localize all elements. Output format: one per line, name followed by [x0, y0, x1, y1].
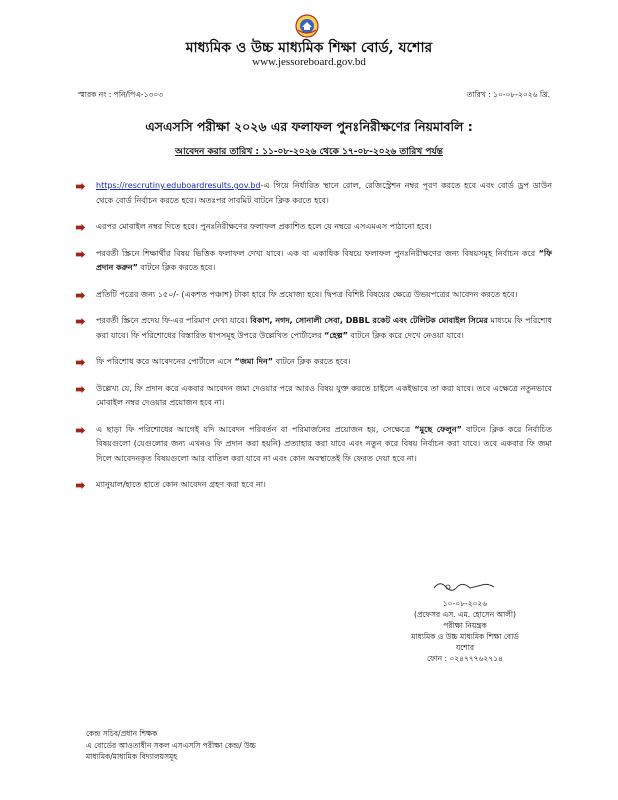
pointing-hand-icon: [75, 480, 86, 491]
recipient-line-2: এ বোর্ডের আওতাধীন সকল এসএসসি পরীক্ষা কেন্দ্র/ উচ্চ: [86, 740, 256, 750]
recipient-line-1: কেন্দ্র সচিব/প্রধান শিক্ষক: [86, 729, 158, 738]
rule-6-text: ফি পরিশোধ করে আবেদনের পোর্টালে এসে: [96, 357, 232, 366]
rule-7-text: উল্লেখ্য যে, ফি প্রদান করে একবার আবেদন জমা দেওয়ার পরে আরও বিষয় যুক্ত করতে চাইলে একইভাবে তা করা যাবে। তবে এক্ষেত্রে নতুনভাবে মোবাইল নম্বর দেওয়ার প্রয়োজন হবে না।: [96, 383, 552, 407]
signatory-phone: ফোন : ০২৪৭৭৭৬২৭১৪: [426, 654, 504, 663]
pointing-hand-icon: [75, 384, 86, 395]
payment-methods: বিকাশ, নগদ, সোনালী সেবা, DBBL রকেট এবং টেলিটক মোবাইল সিমের: [250, 316, 488, 325]
rule-item-5: [74, 314, 552, 343]
board-website[interactable]: www.jessoreboard.gov.bd: [252, 56, 366, 68]
rule-1-text: -এ গিয়ে নির্ধারিত স্থানে রোল, রেজিস্ট্রেশন নম্বর পূরণ করতে হবে এবং বোর্ড ড্রপ ডাউন থেকে বোর্ড নির্বাচন করতে হবে। অতঃপর সাবমিট বাটনে ক্লিক করতে হবে।: [96, 181, 552, 205]
rescrutiny-link[interactable]: https://rescrutiny.eduboardresults.gov.bd: [96, 181, 261, 190]
rule-3-text: পরবর্তী স্ক্রিনে শিক্ষার্থীর বিষয় ভিত্তিক ফলাফল দেখা যাবে। এক বা একাধিক বিষয়ে ফলাফল পুনঃনিরীক্ষণের জন্য বিষয়সমূহ নির্বাচন করে: [96, 248, 536, 258]
rule-item-8: [74, 423, 552, 467]
handwritten-signature: [430, 576, 500, 596]
delete-button-label: “মুছে ফেলুন”: [414, 424, 462, 434]
rule-item-3: [74, 247, 552, 276]
rule-item-4: [74, 288, 552, 303]
rule-3-text-end: বাটনে ক্লিক করতে হবে।: [140, 263, 216, 272]
rule-item-7: [74, 382, 552, 411]
application-dates-text: আবেদন করার তারিখ : ১১-০৮-২০২৬ থেকে ১৭-০৮-২০২৬ তারিখ পর্যন্ত: [175, 147, 443, 157]
signature-date: ১০-০৮-২০২৬: [442, 599, 488, 608]
pointing-hand-icon: [75, 222, 86, 233]
rule-9-text: ম্যানুয়াল/হাতে হাতে কোন আবেদন গ্রহণ করা হবে না।: [96, 480, 266, 489]
pay-fee-button-label: “ফি প্রদান করুন”: [96, 248, 553, 272]
application-dates: [0, 144, 618, 159]
rule-5-text-end: বাটনে ক্লিক করে দেখে নেওয়া যাবে।: [350, 330, 464, 340]
signatory-office: মাধ্যমিক ও উচ্চ মাধ্যমিক শিক্ষা বোর্ড: [411, 632, 519, 641]
recipient-line-3: মাধ্যমিক/মাধ্যমিক বিদ্যালয়সমূহ: [86, 752, 178, 761]
signatory-name: (প্রফেসর এস. এম. হোসেন আলী): [414, 610, 516, 619]
board-logo-icon: [295, 14, 319, 38]
signatory-designation: পরীক্ষা নিয়ন্ত্রক: [443, 621, 487, 630]
pointing-hand-icon: [75, 316, 86, 327]
board-name: মাধ্যমিক ও উচ্চ মাধ্যমিক শিক্ষা বোর্ড, যশোর: [185, 40, 433, 56]
rule-item-1: [74, 179, 552, 208]
rule-5-text: পরবর্তী স্ক্রিনে প্রদেয় ফি-এর পরিমাণ দেখা যাবে।: [96, 316, 248, 325]
rule-2-text: এরপর মোবাইল নম্বর দিতে হবে। পুনঃনিরীক্ষণের ফলাফল প্রকাশিত হলে যে নম্বরে এসএমএস পাঠানো হবে।: [96, 222, 432, 231]
pointing-hand-icon: [75, 425, 86, 436]
memo-number: স্মারক নং : পনি/পিএ-১৩০৩: [78, 90, 164, 99]
rule-item-2: [74, 220, 552, 235]
rules-list: [74, 179, 552, 505]
pointing-hand-icon: [75, 290, 86, 301]
memo-date: তারিখ : ১০-০৮-২০২৬ খ্রি.: [466, 90, 550, 99]
pointing-hand-icon: [75, 249, 86, 260]
rule-8-text-end: বাটনে ক্লিক করে নির্বাচিত বিষয়গুলো (যেগুলোর জন্য এখনও ফি প্রদান করা হয়নি) প্রত্যাহার করা যাবে এবং নতুন করে বিষয় নির্বাচন করা যাবে। তবে একবার ফি জমা দিলে আবেদনকৃত বিষয়গুলো আর বাতিল করা যাবে না এবং কোন অবস্থাতেই ফি ফেরত দেয়া হবে না।: [96, 424, 552, 463]
rule-8-text: এ ছাড়া ফি পরিশোধের আগেই যদি আবেদন পরিবর্তন বা পরিমার্জনের প্রয়োজন হয়, সেক্ষেত্রে: [96, 424, 411, 434]
rule-item-9: [74, 478, 552, 493]
recipients-block: [86, 728, 256, 763]
submit-button-label: “জমা দিন”: [234, 357, 274, 366]
notice-title: এসএসসি পরীক্ষা ২০২৬ এর ফলাফল পুনঃনিরীক্ষণের নিয়মাবলি :: [145, 119, 473, 134]
rule-item-6: [74, 355, 552, 370]
pointing-hand-icon: [75, 357, 86, 368]
rule-6-text-end: বাটনে ক্লিক করতে হবে।: [275, 357, 351, 366]
pointing-hand-icon: [75, 181, 86, 192]
rule-4-text: প্রতিটি পত্রের জন্য ১৫০/- (একশত পঞ্চাশ) টাকা হারে ফি প্রযোজ্য হবে। দ্বিপত্র বিশিষ্ট বিষয়ের ক্ষেত্রে উভয়পত্রের আবেদন করতে হবে।: [96, 289, 518, 299]
help-button-label: “হেল্প”: [324, 330, 348, 340]
signature-block: [380, 576, 550, 664]
rule-5-text-mid: মাধ্যমে ফি পরিশোধ করা যাবে। ফি পরিশোধের বিস্তারিত ধাপসমূহ উপরে উল্লেখিত পোর্টালের: [96, 316, 552, 340]
signatory-city: যশোর: [455, 643, 475, 652]
